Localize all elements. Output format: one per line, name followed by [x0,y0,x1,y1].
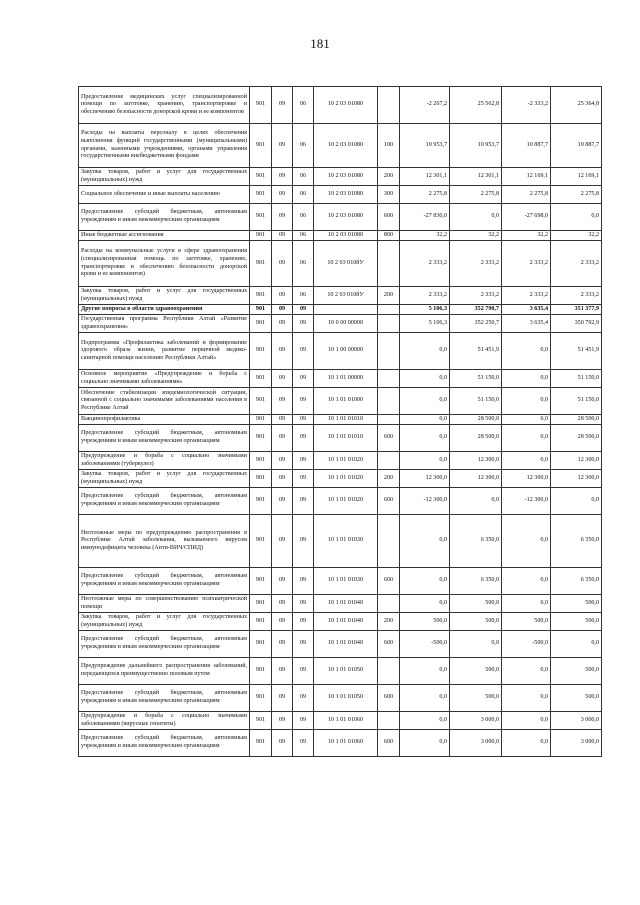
row-name: Закупка товаров, работ и услуг для государственных (муниципальных) нужд [79,613,250,631]
row-pr: 09 [293,470,314,488]
row-value-4: 350 792,9 [551,315,602,333]
row-ved: 901 [250,415,272,425]
row-rz: 09 [272,425,293,452]
row-value-1: -27 830,0 [400,204,450,231]
row-name: Закупка товаров, работ и услуг для государственных (муниципальных) нужд [79,287,250,305]
row-csr: 10 1 01 01010 [314,425,378,452]
row-vr: 100 [378,124,400,168]
row-rz: 09 [272,515,293,568]
row-name: Социальное обеспечение и иные выплаты населению [79,186,250,204]
table-row [79,388,602,415]
row-name: Неотложные меры по совершенствованию психиатрической помощи [79,595,250,613]
row-name: Предоставление субсидий бюджетным, автономным учреждениям и иным некоммерческим организациям [79,730,250,757]
row-rz: 09 [272,631,293,658]
row-pr: 06 [293,87,314,124]
row-value-3: 2 333,2 [502,287,551,305]
row-value-3: 2 333,2 [502,241,551,287]
row-vr: 600 [378,204,400,231]
row-vr [378,415,400,425]
row-pr: 06 [293,241,314,287]
row-ved: 901 [250,452,272,470]
row-value-3: 0,0 [502,388,551,415]
row-value-2: 500,0 [450,595,502,613]
row-csr: 10 1 01 01030 [314,515,378,568]
row-vr [378,305,400,315]
row-value-2: 500,0 [450,658,502,685]
table-row [79,315,602,333]
row-vr: 600 [378,488,400,515]
row-value-4: 500,0 [551,613,602,631]
row-vr: 600 [378,685,400,712]
row-ved: 901 [250,488,272,515]
row-value-2: 352 250,7 [450,315,502,333]
row-ved: 901 [250,287,272,305]
row-name: Предоставление медицинских услуг специализированной помощи по заготовке, хранению, транспортировке и обеспечению безопасности донорской крови и ее компонентов [79,87,250,124]
row-rz: 09 [272,452,293,470]
row-rz: 09 [272,186,293,204]
row-vr [378,658,400,685]
row-pr: 06 [293,186,314,204]
row-name: Иные бюджетные ассигнования [79,231,250,241]
row-value-2: 32,2 [450,231,502,241]
table-row [79,305,602,315]
row-rz: 09 [272,470,293,488]
row-csr: 10 2 03 01080 [314,204,378,231]
row-csr: 10 1 01 01060 [314,712,378,730]
row-value-3: -27 698,0 [502,204,551,231]
row-csr: 10 1 01 01000 [314,388,378,415]
row-value-1: 0,0 [400,685,450,712]
row-value-3: 0,0 [502,370,551,388]
row-pr: 09 [293,730,314,757]
row-value-3: 10 887,7 [502,124,551,168]
row-pr: 09 [293,315,314,333]
row-csr: 10 2 03 0108У [314,241,378,287]
row-value-2: 28 500,0 [450,425,502,452]
row-pr: 06 [293,124,314,168]
row-pr: 09 [293,370,314,388]
row-value-1: 0,0 [400,415,450,425]
row-ved: 901 [250,186,272,204]
row-value-3: 3 635,4 [502,315,551,333]
row-name: Другие вопросы в области здравоохранения [79,305,250,315]
row-name: Предупреждение и борьба с социально значимыми заболеваниями (туберкулез) [79,452,250,470]
row-value-2: 12 300,0 [450,470,502,488]
row-value-4: 500,0 [551,595,602,613]
row-rz: 09 [272,204,293,231]
row-name: Предоставление субсидий бюджетным, автономным учреждениям и иным некоммерческим организациям [79,631,250,658]
row-value-2: 51 451,9 [450,333,502,370]
row-value-3: -12 300,0 [502,488,551,515]
row-pr: 09 [293,333,314,370]
row-csr: 10 1 01 01020 [314,452,378,470]
row-value-1: 2 275,8 [400,186,450,204]
row-value-4: 51 150,0 [551,370,602,388]
table-row [79,595,602,613]
row-value-2: 3 000,0 [450,730,502,757]
row-value-2: 10 953,7 [450,124,502,168]
row-pr: 06 [293,287,314,305]
row-value-1: 0,0 [400,658,450,685]
row-csr: 10 1 01 01050 [314,685,378,712]
row-pr: 09 [293,613,314,631]
row-csr: 10 1 01 01040 [314,613,378,631]
row-vr [378,452,400,470]
row-csr: 10 1 01 01050 [314,658,378,685]
table-row [79,168,602,186]
row-csr: 10 1 01 01020 [314,488,378,515]
row-value-2: 0,0 [450,488,502,515]
row-ved: 901 [250,595,272,613]
row-name: Предоставление субсидий бюджетным, автономным учреждениям и иным некоммерческим организациям [79,425,250,452]
table-row [79,204,602,231]
row-pr: 09 [293,658,314,685]
row-value-2: 12 300,0 [450,452,502,470]
row-value-4: 6 350,0 [551,515,602,568]
row-name: Государственная программа Республики Алтай «Развитие здравоохранения» [79,315,250,333]
row-value-1: 5 106,3 [400,315,450,333]
table-row [79,287,602,305]
row-value-3: -500,0 [502,631,551,658]
row-vr [378,315,400,333]
row-rz: 09 [272,287,293,305]
row-pr: 06 [293,168,314,186]
row-rz: 09 [272,568,293,595]
row-name: Обеспечение стабилизации эпидемиологической ситуации, связанной с социально значимыми заболеваниями населения в Республике Алтай [79,388,250,415]
row-value-4: 351 377,9 [551,305,602,315]
table-row [79,613,602,631]
table-row [79,415,602,425]
row-value-1: 10 953,7 [400,124,450,168]
row-csr: 10 1 01 00000 [314,370,378,388]
row-vr: 600 [378,425,400,452]
table-row [79,730,602,757]
row-value-3: 0,0 [502,685,551,712]
row-name: Закупка товаров, работ и услуг для государственных (муниципальных) нужд [79,470,250,488]
row-value-1: 0,0 [400,595,450,613]
table-row [79,241,602,287]
table-row [79,87,602,124]
row-value-4: 28 500,0 [551,425,602,452]
row-pr: 09 [293,631,314,658]
row-value-1: 0,0 [400,425,450,452]
row-vr: 800 [378,231,400,241]
row-value-1: 0,0 [400,712,450,730]
row-csr: 10 1 01 01060 [314,730,378,757]
row-ved: 901 [250,425,272,452]
row-value-2: 3 000,0 [450,712,502,730]
row-value-2: 12 301,1 [450,168,502,186]
row-rz: 09 [272,658,293,685]
row-pr: 09 [293,305,314,315]
row-csr: 10 2 03 01080 [314,186,378,204]
row-value-2: 500,0 [450,685,502,712]
row-value-2: 6 350,0 [450,515,502,568]
row-pr: 09 [293,452,314,470]
row-vr: 200 [378,287,400,305]
row-value-4: 12 169,1 [551,168,602,186]
table-row [79,231,602,241]
budget-table [78,86,602,757]
row-value-4: 2 333,2 [551,241,602,287]
row-value-3: 3 635,4 [502,305,551,315]
row-ved: 901 [250,515,272,568]
row-value-1: 5 106,3 [400,305,450,315]
row-vr [378,333,400,370]
table-row [79,425,602,452]
row-pr: 09 [293,712,314,730]
row-value-2: 51 150,0 [450,370,502,388]
row-vr: 200 [378,613,400,631]
row-value-3: 0,0 [502,515,551,568]
row-name: Предупреждение и борьба с социально значимыми заболеваниями (вирусные гепатиты) [79,712,250,730]
row-ved: 901 [250,305,272,315]
row-ved: 901 [250,370,272,388]
row-vr: 200 [378,168,400,186]
row-value-4: 12 300,0 [551,452,602,470]
row-ved: 901 [250,388,272,415]
row-rz: 09 [272,685,293,712]
table-row [79,658,602,685]
row-vr [378,241,400,287]
row-pr: 09 [293,425,314,452]
row-ved: 901 [250,631,272,658]
row-value-4: 500,0 [551,685,602,712]
row-value-4: 10 887,7 [551,124,602,168]
row-value-4: 25 364,8 [551,87,602,124]
row-rz: 09 [272,613,293,631]
row-value-1: 32,2 [400,231,450,241]
row-value-1: 12 301,1 [400,168,450,186]
row-value-4: 0,0 [551,631,602,658]
row-rz: 09 [272,595,293,613]
row-rz: 09 [272,730,293,757]
row-value-1: 0,0 [400,730,450,757]
row-value-1: 0,0 [400,388,450,415]
row-value-1: 2 333,2 [400,241,450,287]
row-rz: 09 [272,333,293,370]
row-vr [378,388,400,415]
row-pr: 06 [293,204,314,231]
row-csr: 10 2 03 01080 [314,231,378,241]
row-name: Предоставление субсидий бюджетным, автономным учреждениям и иным некоммерческим организациям [79,568,250,595]
row-pr: 09 [293,595,314,613]
row-ved: 901 [250,87,272,124]
row-value-3: 0,0 [502,452,551,470]
row-vr [378,87,400,124]
row-name: Основное мероприятие «Предупреждение и борьба с социально значимыми заболеваниями» [79,370,250,388]
row-value-3: 2 275,8 [502,186,551,204]
row-csr: 10 1 01 01040 [314,631,378,658]
row-ved: 901 [250,730,272,757]
row-ved: 901 [250,613,272,631]
row-csr: 10 1 00 00000 [314,333,378,370]
row-value-1: -500,0 [400,631,450,658]
row-name: Неотложные меры по предупреждению распространения в Республике Алтай заболевания, вызываемого вирусом иммунодефицита человека (Анти-ВИЧ/СПИД) [79,515,250,568]
row-value-1: 12 300,0 [400,470,450,488]
row-value-4: 0,0 [551,204,602,231]
row-csr: 10 1 01 01010 [314,415,378,425]
row-value-2: 0,0 [450,204,502,231]
row-csr: 10 2 03 01080 [314,168,378,186]
row-value-4: 51 451,9 [551,333,602,370]
row-value-3: 500,0 [502,613,551,631]
row-pr: 09 [293,415,314,425]
row-value-4: 3 000,0 [551,712,602,730]
row-value-4: 51 150,0 [551,388,602,415]
row-name: Расходы на выплаты персоналу в целях обеспечения выполнения функций государственными (муниципальными) органами, казенными учреждениями, органами управления государственными внебюджетными фондами [79,124,250,168]
row-value-3: 32,2 [502,231,551,241]
row-csr: 10 1 01 01040 [314,595,378,613]
row-value-4: 6 350,0 [551,568,602,595]
row-value-3: 0,0 [502,658,551,685]
row-value-1: 0,0 [400,452,450,470]
row-value-1: 500,0 [400,613,450,631]
table-row [79,452,602,470]
row-ved: 901 [250,168,272,186]
row-value-3: -2 333,2 [502,87,551,124]
row-pr: 09 [293,568,314,595]
row-rz: 09 [272,415,293,425]
row-vr [378,515,400,568]
row-rz: 09 [272,712,293,730]
row-rz: 09 [272,370,293,388]
table-row [79,186,602,204]
row-value-1: -12 300,0 [400,488,450,515]
row-ved: 901 [250,658,272,685]
row-value-1: 0,0 [400,568,450,595]
row-value-1: 0,0 [400,370,450,388]
table-row [79,488,602,515]
row-value-2: 500,0 [450,613,502,631]
page-number: 181 [310,36,330,51]
row-vr: 600 [378,631,400,658]
table-row [79,370,602,388]
row-value-2: 2 333,2 [450,241,502,287]
row-name: Предоставление субсидий бюджетным, автономным учреждениям и иным некоммерческим организациям [79,488,250,515]
row-ved: 901 [250,231,272,241]
row-value-3: 0,0 [502,568,551,595]
table-row [79,333,602,370]
row-value-4: 12 300,0 [551,470,602,488]
row-rz: 09 [272,241,293,287]
row-ved: 901 [250,333,272,370]
row-rz: 09 [272,231,293,241]
row-name: Предоставление субсидий бюджетным, автономным учреждениям и иным некоммерческим организациям [79,204,250,231]
row-csr: 10 2 03 0108У [314,287,378,305]
row-ved: 901 [250,124,272,168]
row-vr: 200 [378,470,400,488]
row-value-4: 0,0 [551,488,602,515]
row-name: Закупка товаров, работ и услуг для государственных (муниципальных) нужд [79,168,250,186]
row-rz: 09 [272,168,293,186]
row-vr: 300 [378,186,400,204]
table-row [79,515,602,568]
row-name: Вакцинопрофилактика [79,415,250,425]
row-vr: 600 [378,730,400,757]
row-pr: 09 [293,685,314,712]
row-ved: 901 [250,568,272,595]
row-value-4: 2 333,2 [551,287,602,305]
row-value-3: 0,0 [502,730,551,757]
row-value-1: -2 267,2 [400,87,450,124]
row-value-1: 2 333,2 [400,287,450,305]
table-row [79,470,602,488]
row-value-3: 0,0 [502,333,551,370]
row-csr: 10 0 00 00000 [314,315,378,333]
row-value-3: 0,0 [502,595,551,613]
row-value-1: 0,0 [400,515,450,568]
row-pr: 09 [293,488,314,515]
row-value-2: 28 500,0 [450,415,502,425]
row-value-3: 12 169,1 [502,168,551,186]
row-ved: 901 [250,204,272,231]
row-value-3: 0,0 [502,415,551,425]
row-value-3: 0,0 [502,425,551,452]
table-row [79,631,602,658]
row-rz: 09 [272,87,293,124]
row-pr: 09 [293,388,314,415]
row-ved: 901 [250,470,272,488]
table-row [79,712,602,730]
row-value-1: 0,0 [400,333,450,370]
row-name: Подпрограмма «Профилактика заболеваний и формирование здорового образа жизни, развитие первичной медико-санитарной помощи населению Республики Алтай» [79,333,250,370]
row-pr: 06 [293,231,314,241]
row-ved: 901 [250,241,272,287]
row-value-4: 500,0 [551,658,602,685]
row-ved: 901 [250,315,272,333]
row-vr: 600 [378,568,400,595]
row-value-4: 28 500,0 [551,415,602,425]
row-value-4: 2 275,8 [551,186,602,204]
row-name: Предоставление субсидий бюджетным, автономным учреждениям и иным некоммерческим организациям [79,685,250,712]
row-rz: 09 [272,488,293,515]
row-vr [378,370,400,388]
row-pr: 09 [293,515,314,568]
row-value-2: 25 562,8 [450,87,502,124]
row-value-2: 352 790,7 [450,305,502,315]
row-rz: 09 [272,315,293,333]
row-value-3: 0,0 [502,712,551,730]
row-rz: 09 [272,305,293,315]
row-vr [378,712,400,730]
table-row [79,124,602,168]
row-ved: 901 [250,712,272,730]
row-rz: 09 [272,388,293,415]
row-value-4: 32,2 [551,231,602,241]
table-row [79,568,602,595]
table-row [79,685,602,712]
row-value-2: 51 150,0 [450,388,502,415]
row-value-2: 2 333,2 [450,287,502,305]
row-csr [314,305,378,315]
row-name: Расходы на коммунальные услуги в сфере здравоохранения (специализированная помощь по заготовке, хранению, транспортировке и обеспечению безопасности донорской крови и ее компонентов) [79,241,250,287]
row-value-2: 0,0 [450,631,502,658]
row-value-2: 6 350,0 [450,568,502,595]
row-name: Предупреждение дальнейшего распространения заболеваний, передающихся преимущественно половым путем [79,658,250,685]
row-csr: 10 1 01 01020 [314,470,378,488]
row-csr: 10 1 01 01030 [314,568,378,595]
row-value-2: 2 275,8 [450,186,502,204]
row-value-3: 12 300,0 [502,470,551,488]
row-csr: 10 2 03 01080 [314,124,378,168]
row-value-4: 3 000,0 [551,730,602,757]
row-csr: 10 2 03 01080 [314,87,378,124]
row-vr [378,595,400,613]
row-rz: 09 [272,124,293,168]
row-ved: 901 [250,685,272,712]
